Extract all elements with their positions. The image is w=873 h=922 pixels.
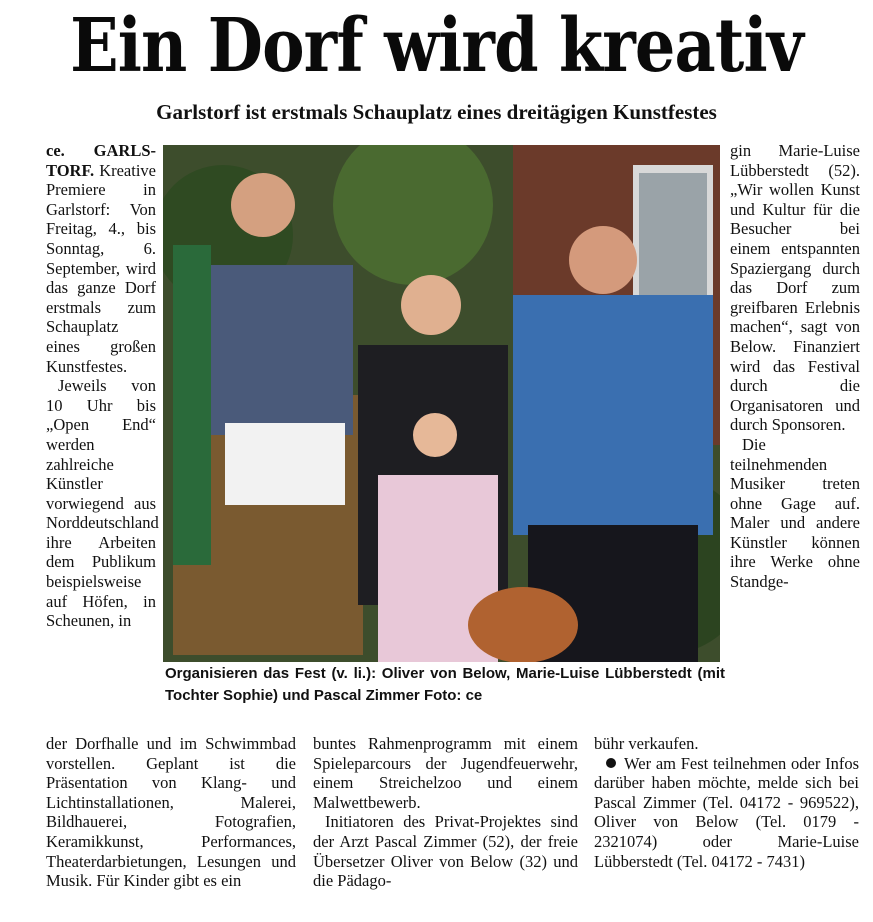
dateline: ce. GARLS-TORF. (46, 141, 156, 180)
bottom-column-2-paragraph-2: Initiatoren des Privat-Projektes sind der Arzt Pascal Zimmer (52), der freie Übersetzer Oliver von Below (32) und die Pädago- (313, 812, 578, 891)
photo-caption: Organisieren das Fest (v. li.): Oliver von Below, Marie-Luise Lübberstedt (mit Tochter Sophie) und Pascal Zimmer Foto: ce (165, 665, 725, 704)
headline: Ein Dorf wird kreativ (70, 3, 803, 89)
bottom-column-1-text: der Dorfhalle und im Schwimmbad vorstellen. Geplant ist die Präsentation von Klang- und Lichtinstallationen, Malerei, Bildhauerei, Fotografien, Keramikkunst, Performances, Theaterdarbietungen, Lesungen und Musik. Für Kinder gibt es ein (46, 734, 296, 891)
bottom-column-3-paragraph-2: Wer am Fest teilnehmen oder Infos darüber haben möchte, melde sich bei Pascal Zimmer (Tel. 04172 - 969522), Oliver von Below (Tel. 0179 - 2321074) oder Marie-Luise Lübberstedt (Tel. 04172 - 7431) (594, 753, 859, 871)
bottom-column-3 (594, 734, 859, 871)
article-photo (163, 145, 720, 662)
column-4-paragraph-1: gin Marie-Luise Lübberstedt (52). „Wir wollen Kunst und Kultur für die Besucher bei einem entspannten Spaziergang durch das Dorf zum greifbaren Erlebnis machen“, sagt von Below. Finanziert wird das Festival durch die Organisatoren und durch Sponsoren. (730, 141, 860, 435)
column-1-paragraph-2: Jeweils von 10 Uhr bis „Open End“ werden zahlreiche Künstler vorwiegend aus Norddeutschland ihre Arbeiten dem Publikum beispielsweise auf Höfen, in Scheunen, in (46, 376, 159, 631)
bullet-icon (606, 758, 616, 768)
bottom-column-2-paragraph-1: buntes Rahmenprogramm mit einem Spieleparcours der Jugendfeuerwehr, einem Streichelzoo und einem Malwettbewerb. (313, 734, 578, 812)
bottom-column-2 (313, 734, 578, 891)
bottom-column-3-paragraph-1: bühr verkaufen. (594, 734, 699, 753)
photo-illustration (163, 145, 720, 662)
column-1-lead: Kreative Premiere in Garlstorf: Von Freitag, 4., bis Sonntag, 6. September, wird das ganze Dorf erstmals zum Schauplatz eines großen Kunstfestes. (46, 160, 156, 376)
column-4-paragraph-2: Die teilnehmenden Musiker treten ohne Gage auf. Maler und andere Künstler können ihre Werke ohne Standge- (730, 434, 860, 592)
column-4 (730, 141, 860, 592)
subheadline: Garlstorf ist erstmals Schauplatz eines dreitägigen Kunstfestes (156, 100, 717, 124)
column-1 (46, 141, 159, 631)
bottom-column-1 (46, 734, 296, 891)
